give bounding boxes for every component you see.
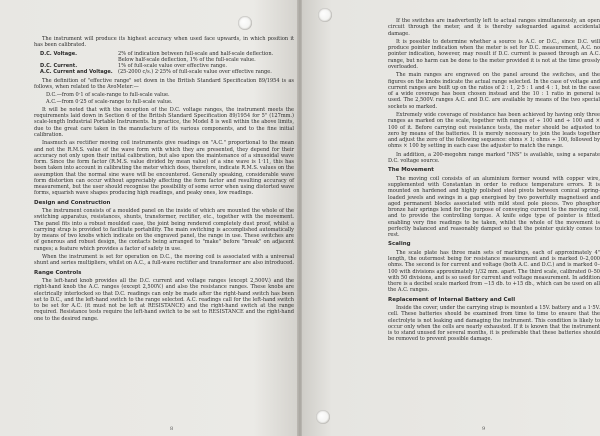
bss-paragraph: It will be noted that with the exception of the D.C. voltage ranges, the instrument meets the requirements laid down in Section 6 of the British Standard Specification 89/1954 for 5" (127mm.) scale-length Industrial Portable Instruments. In practice, the Model 8 is well within the above limits, due to the great care taken in the manufacture of its various components, and to the fine initial calibration. [34,106,294,138]
spec-dc-current: D.C. Current. 1% of full-scale value over effective range. [40,63,227,70]
heading-movement: The Movement [388,167,434,174]
design-paragraph: The instrument consists of a moulded panel on the inside of which are mounted the whole of the switching apparatus, resistances, shunts, transformer, rectifier, etc., together with the movement. The panel fits into a robust moulded case, the joint being rendered completely dust proof, whilst a carrying strap is provided to facilitate portability. The main switching is accomplished automatically by means of two knobs which indicate on the engraved panel, the range in use. These switches are of generous and robust design, the contacts being arranged to "make" before "break" on adjacent ranges; a feature which provides a factor of safety in use. [34,208,294,252]
heading-design-construction: Design and Construction [34,199,111,206]
intro-paragraph: The instrument will produce its highest accuracy when used face upwards, in which position it has been calibrated. [34,36,294,49]
spec-dc-voltage-below-half: Below half-scale deflection, 1% of the full-scale value. [118,56,256,63]
interlock-paragraph: If the switches are inadvertently left to actual ranges simultaneously, an open circuit through the meter, and it is thereby safeguarded against accidental damage. [388,18,600,37]
binder-hole-top [318,8,332,22]
battery-paragraph: Inside the cover, under the carrying strap is mounted a 15V. battery and a 1·5V. cell. These batteries should be examined from time to time to ensure that the electrolyte is not leaking and damaging the instrument. This condition is likely to occur only when the cells are nearly exhausted. If it is known that the instrument is to stand unused for several months, it is preferable that these batteries should be removed to prevent possible damage. [388,305,600,343]
right-page-text [388,18,600,345]
page-number-right: 9 [482,426,486,432]
ranges-paragraph: The main ranges are engraved on the panel around the switches, and the figures on the knobs indicate the actual range selected. In the case of voltage and current ranges are built up on the ratios of 2 : 1, 2·5 : 1 and 4 : 1, but in the case of a wide coverage has been chosen instead and the 10 : 1 ratio in general is used. The 2,500V. ranges A.C. and D.C. are available by means of the two special sockets so marked. [388,72,600,110]
page-number-left: 8 [170,426,174,432]
binder-hole [238,16,252,30]
range-controls-paragraph: The left-hand knob provides all the D.C. current and voltage ranges (except 2,500V.) and the right-hand knob the A.C. ranges (except 2,500V.) and also the resistance ranges. These knobs are electrically interlocked so that D.C. readings can only be made after the right-hand switch has been set to D.C., and the left-hand switch to the range selected. A.C. readings call for the left-hand switch to be set for A.C. (it must not be left at RESISTANCE) and the right-hand switch at the range required. Resistance tests require the left-hand switch to be set to RESISTANCE and the right-hand one to the desired range. [34,278,294,322]
source-detection-paragraph: It is possible to determine whether a source is A.C. or D.C., since D.C. will produce pointer indication when the meter is set for D.C. measurement, A.C. no pointer indication, however, may result if D.C. current is passed through an A.C. range, but no harm can be done to the meter provided it is not at the time grossly overloaded. [388,38,600,70]
heading-scaling: Scaling [388,241,411,248]
definition-intro: The definition of "effective range" set down in the British Standard Specification 89/1954 is as follows, when related to the AvoMeter:— [34,77,294,90]
left-page-text [34,36,294,324]
definition-ac: A.C.—from 0·25 of scale-range to full-scale value. [46,98,173,105]
spec-ac-current-voltage: A.C. Current and Voltage. (25-2000 c/s.) 2·25% of full-scale value over effective range. [40,69,272,76]
movement-paragraph: The moving coil consists of an aluminium former wound with copper wire, supplemented with Constantan in order to reduce temperature errors. It is mounted on hardened and highly polished steel pivots between conical spring-loaded jewels and swings in a gap energised by two powerfully magnetised and aged permanent blocks associated with mild steel pole pieces. Two phosphor bronze hair springs lend for the purpose of conveying current to the moving coil, and to provide the controlling torque. A knife edge type of pointer is fitted enabling very fine readings to be taken, whilst the whole of the movement is perfectly balanced and reasonably damped so that the pointer quickly comes to rest. [388,175,600,238]
binder-hole-bottom [316,410,330,424]
waveform-paragraph: Inasmuch as rectifier moving coil instruments give readings on "A.C." proportional to the mean and not the R.M.S. value of the wave form with which they are presented, they depend for their accuracy not only upon their initial calibration, but also upon the maintenance of a sinusoidal wave form. Since the form factor (R.M.S. value divided by mean value) of a sine wave is 1·11, this has been taken into account in calibrating the meter which does, therefore, indicate R.M.S. values on the assumption that the normal sine wave will be encountered. Generally speaking, considerable wave form distortion can occur without appreciably affecting the form factor and resulting accuracy of measurement, but the user should recognise the possibility of some error when using distorted wave forms, squarish wave shapes producing high readings, and peaky ones, low readings. [34,140,294,197]
megohm-paragraph: In addition, a 200-megohm range marked "INS" is available, using a separate D.C. voltage source. [388,151,600,164]
right-page [302,0,600,436]
scaling-paragraph: The scale plate has three main sets of markings, each of approximately 4" length, the outermost being for resistance measurement and is marked 0–2,000 ohms. The second is for current and voltage (both A.C. and D.C.) and is marked 0–100 with divisions approximately 1/32 mm. apart. The third scale, calibrated 0–50 with 50 divisions, and is so used for current and voltage measurement. In addition there is a decibel scale marked from −15 db. to +15 db., which can be used on all the A.C. ranges. [388,249,600,294]
resistance-paragraph: Extremely wide coverage of resistance has been achieved by having only three ranges as marked on the scale, together with ranges of ÷ 100 and ÷ 100 and × 100 of it. Before carrying out resistance tests, the meter should be adjusted to zero by means of the batteries. It is merely necessary to join the leads together and adjust the zero of the following sequence: ohms × 1; ohms ÷ 100, followed by ohms × 100 by setting in each case the adjuster to match the range. [388,112,600,150]
spec-dc-voltage: D.C. Voltage. 2% of indication between full-scale and half-scale deflection. [40,50,274,57]
definition-dc: D.C.—from 0·1 of scale-range to full-scale value. [46,92,170,99]
heading-battery-replacement: Replacement of Internal Battery and Cell [388,296,516,303]
left-page [0,0,298,436]
operation-paragraph: When the instrument is set for operation on D.C., the moving coil is associated with a universal shunt and series multipliers, whilst on A.C., a full-wave rectifier and transformer are also introduced. [34,254,294,267]
heading-range-controls: Range Controls [34,269,82,276]
